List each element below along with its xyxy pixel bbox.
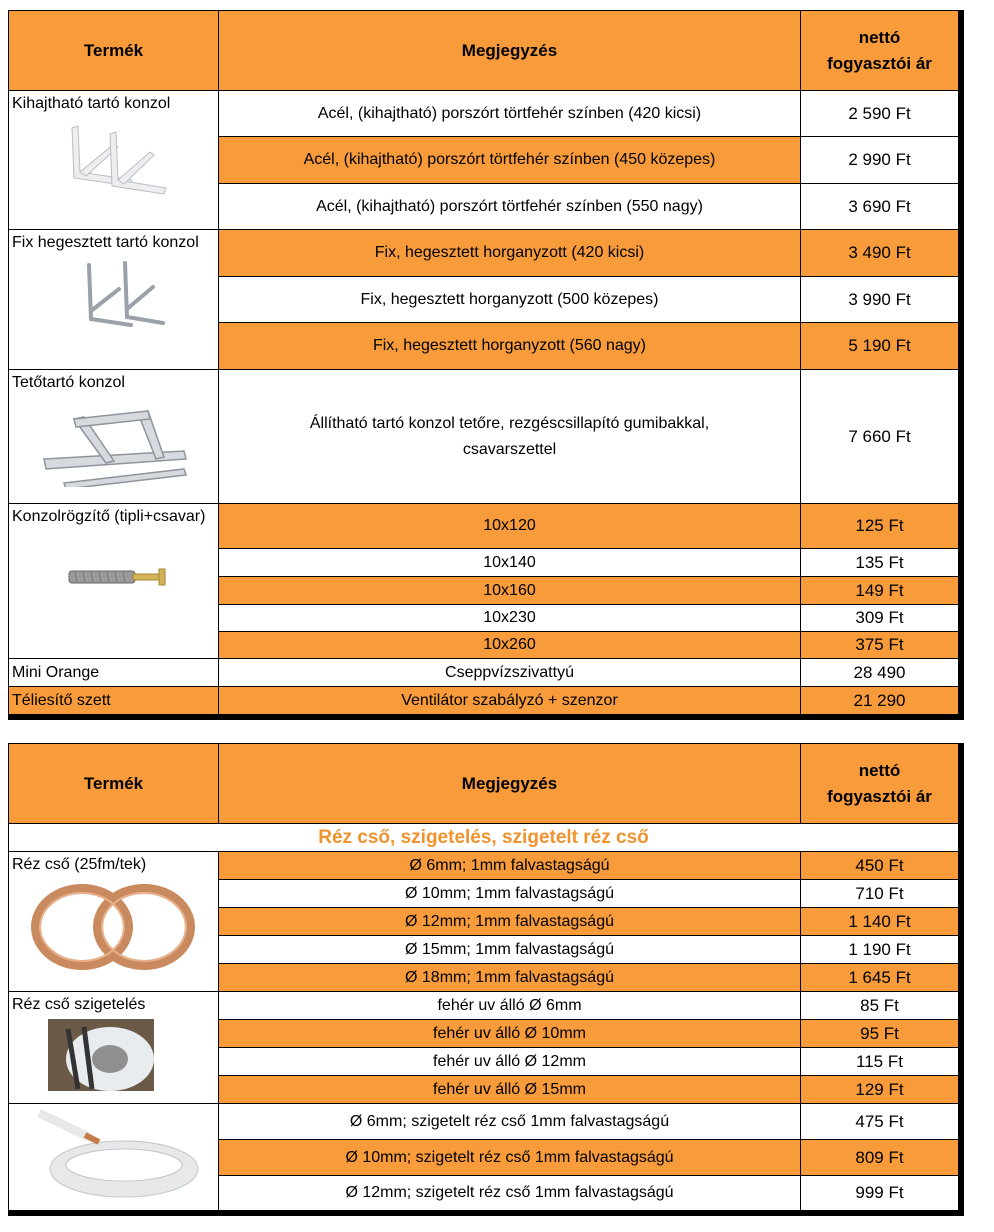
price-cell: 3 490 Ft xyxy=(801,230,959,277)
note-cell: fehér uv álló Ø 12mm xyxy=(219,1048,801,1076)
section-title: Réz cső, szigetelés, szigetelt réz cső xyxy=(9,824,959,852)
product-cell xyxy=(9,370,219,504)
price-cell: 95 Ft xyxy=(801,1020,959,1048)
header-price: nettó fogyasztói ár xyxy=(801,744,959,824)
section-title-row xyxy=(9,824,959,852)
price-cell: 999 Ft xyxy=(801,1176,959,1211)
note-cell: Acél, (kihajtható) porszórt törtfehér színben (450 közepes) xyxy=(219,137,801,184)
product-name: Réz cső (25fm/tek) xyxy=(12,856,147,873)
product-name: Réz cső szigetelés xyxy=(12,996,146,1013)
table-row xyxy=(9,1104,959,1140)
product-name: Fix hegesztett tartó konzol xyxy=(12,234,199,251)
price-cell: 7 660 Ft xyxy=(801,370,959,504)
note-cell: 10x230 xyxy=(219,605,801,632)
note-cell: Fix, hegesztett horganyzott (560 nagy) xyxy=(219,323,801,370)
insulated-copper-pipe-icon xyxy=(29,1107,199,1199)
price-cell: 129 Ft xyxy=(801,1076,959,1104)
copper-pipe-coil-icon xyxy=(24,879,204,971)
note-cell: 10x140 xyxy=(219,549,801,577)
anchor-screw-icon xyxy=(49,547,179,607)
price-cell: 125 Ft xyxy=(801,504,959,549)
note-cell: Ø 12mm; szigetelt réz cső 1mm falvastagságú xyxy=(219,1176,801,1211)
note-cell: Fix, hegesztett horganyzott (500 közepes) xyxy=(219,277,801,323)
product-cell xyxy=(9,230,219,370)
table-row xyxy=(9,659,959,687)
table-header-row xyxy=(9,744,959,824)
product-name: Kihajtható tartó konzol xyxy=(12,95,171,112)
price-cell: 809 Ft xyxy=(801,1140,959,1176)
table-row xyxy=(9,852,959,880)
pipe-insulation-icon xyxy=(48,1019,154,1091)
welded-bracket-icon xyxy=(59,259,169,341)
note-cell: Ø 18mm; 1mm falvastagságú xyxy=(219,964,801,992)
note-cell: Acél, (kihajtható) porszórt törtfehér színben (550 nagy) xyxy=(219,184,801,230)
note-cell: fehér uv álló Ø 15mm xyxy=(219,1076,801,1104)
product-name: Mini Orange xyxy=(9,659,219,687)
header-product: Termék xyxy=(9,744,219,824)
note-cell: Ø 10mm; 1mm falvastagságú xyxy=(219,880,801,908)
note-cell: Acél, (kihajtható) porszórt törtfehér színben (420 kicsi) xyxy=(219,91,801,137)
price-cell: 1 140 Ft xyxy=(801,908,959,936)
note-cell: Ventilátor szabályzó + szenzor xyxy=(219,687,801,715)
note-cell: Cseppvízszivattyú xyxy=(219,659,801,687)
product-name: Konzolrögzítő (tipli+csavar) xyxy=(12,508,206,525)
roof-bracket-icon xyxy=(34,399,194,487)
note-cell: Állítható tartó konzol tetőre, rezgéscsillapító gumibakkal, csavarszettel xyxy=(219,370,801,504)
note-cell: Ø 12mm; 1mm falvastagságú xyxy=(219,908,801,936)
table-row xyxy=(9,504,959,549)
header-note: Megjegyzés xyxy=(219,11,801,91)
header-price: nettó fogyasztói ár xyxy=(801,11,959,91)
wall-bracket-icon xyxy=(54,120,174,200)
table-row xyxy=(9,91,959,137)
note-cell: Ø 10mm; szigetelt réz cső 1mm falvastagságú xyxy=(219,1140,801,1176)
product-name: Téliesítő szett xyxy=(9,687,219,715)
price-cell: 115 Ft xyxy=(801,1048,959,1076)
header-note: Megjegyzés xyxy=(219,744,801,824)
product-cell xyxy=(9,1104,219,1211)
note-cell: fehér uv álló Ø 10mm xyxy=(219,1020,801,1048)
price-cell: 450 Ft xyxy=(801,852,959,880)
table-row xyxy=(9,370,959,504)
note-cell: Ø 6mm; szigetelt réz cső 1mm falvastagságú xyxy=(219,1104,801,1140)
price-cell: 710 Ft xyxy=(801,880,959,908)
note-cell: Ø 6mm; 1mm falvastagságú xyxy=(219,852,801,880)
price-cell: 21 290 xyxy=(801,687,959,715)
header-product: Termék xyxy=(9,11,219,91)
price-cell: 475 Ft xyxy=(801,1104,959,1140)
price-cell: 135 Ft xyxy=(801,549,959,577)
note-cell: 10x120 xyxy=(219,504,801,549)
table-row xyxy=(9,687,959,715)
table-row xyxy=(9,992,959,1020)
price-cell: 1 190 Ft xyxy=(801,936,959,964)
product-cell xyxy=(9,852,219,992)
price-cell: 85 Ft xyxy=(801,992,959,1020)
product-cell xyxy=(9,91,219,230)
price-cell: 3 990 Ft xyxy=(801,277,959,323)
product-cell xyxy=(9,504,219,659)
product-name: Tetőtartó konzol xyxy=(12,374,125,391)
table-header-row xyxy=(9,11,959,91)
price-cell: 2 990 Ft xyxy=(801,137,959,184)
price-cell: 28 490 xyxy=(801,659,959,687)
price-table-copper-pipe xyxy=(8,743,964,1216)
price-cell: 2 590 Ft xyxy=(801,91,959,137)
price-cell: 5 190 Ft xyxy=(801,323,959,370)
product-cell xyxy=(9,992,219,1104)
price-cell: 149 Ft xyxy=(801,577,959,605)
price-cell: 3 690 Ft xyxy=(801,184,959,230)
note-cell: Fix, hegesztett horganyzott (420 kicsi) xyxy=(219,230,801,277)
note-cell: 10x160 xyxy=(219,577,801,605)
table-row xyxy=(9,230,959,277)
note-cell: 10x260 xyxy=(219,632,801,659)
note-cell: Ø 15mm; 1mm falvastagságú xyxy=(219,936,801,964)
price-cell: 1 645 Ft xyxy=(801,964,959,992)
note-cell: fehér uv álló Ø 6mm xyxy=(219,992,801,1020)
price-cell: 375 Ft xyxy=(801,632,959,659)
price-cell: 309 Ft xyxy=(801,605,959,632)
price-table-brackets xyxy=(8,10,964,720)
